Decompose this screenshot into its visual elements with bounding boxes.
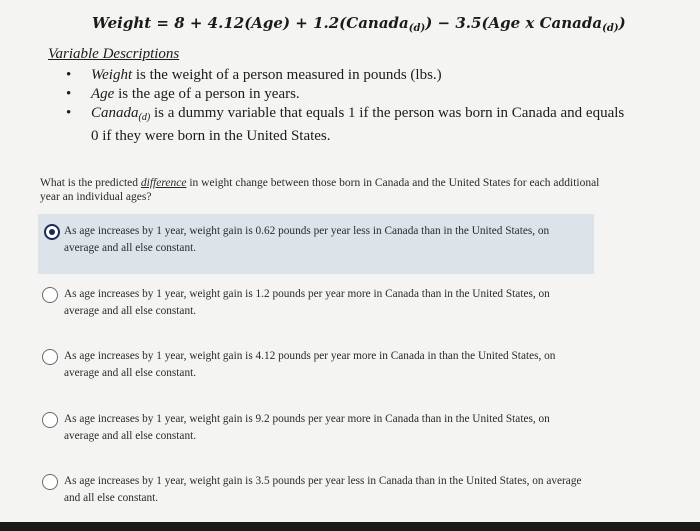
- bottom-edge-bar: [0, 522, 700, 531]
- regression-equation: [92, 14, 626, 34]
- variable-term: Age: [91, 86, 115, 102]
- equation-weight: Weight: [92, 14, 152, 32]
- variable-descriptions-heading: Variable Descriptions: [48, 46, 180, 62]
- variable-text: is the age of a person in years.: [114, 86, 300, 102]
- radio-button-checked[interactable]: [44, 224, 60, 240]
- bullet-icon: •: [66, 67, 72, 83]
- equation-sub-1: (d): [408, 23, 426, 34]
- variable-sub: (d): [138, 112, 151, 123]
- question-after: in weight change between those born in Canada and the United States for each additional year an individual ages?: [40, 177, 600, 203]
- answer-option-text: As age increases by 1 year, weight gain is 9.2 pounds per year more in Canada than in the United States, on average and all else constant.: [64, 413, 550, 442]
- answer-option-text: As age increases by 1 year, weight gain is 0.62 pounds per year less in Canada than in the United States, on average and all else constant.: [64, 225, 550, 254]
- answer-option-text: As age increases by 1 year, weight gain is 4.12 pounds per year more in Canada in than the United States, on average and all else constant.: [64, 350, 556, 379]
- answer-option-text: As age increases by 1 year, weight gain is 3.5 pounds per year less in Canada than in the United States, on average and all else constant.: [64, 475, 582, 504]
- variable-item-canada: [66, 104, 626, 146]
- equation-rhs-1: = 8 + 4.12(Age) + 1.2(Canada: [156, 14, 409, 32]
- question-emphasis: difference: [140, 177, 187, 189]
- answer-option-c[interactable]: [38, 339, 594, 395]
- variable-item-weight: [66, 66, 626, 85]
- answer-option-a[interactable]: [38, 214, 594, 274]
- question-text: [40, 176, 600, 204]
- bullet-icon: •: [66, 86, 72, 102]
- variable-term: Canada: [91, 105, 139, 121]
- variable-descriptions-list: [66, 66, 626, 146]
- radio-button[interactable]: [42, 412, 58, 428]
- radio-button[interactable]: [42, 474, 58, 490]
- variable-term: Weight: [91, 67, 133, 83]
- variable-text: is the weight of a person measured in pounds (lbs.): [132, 67, 442, 83]
- bullet-icon: •: [66, 105, 72, 121]
- answer-option-text: As age increases by 1 year, weight gain is 1.2 pounds per year more in Canada than in the United States, on average and all else constant.: [64, 288, 550, 317]
- radio-button[interactable]: [42, 287, 58, 303]
- variable-text: is a dummy variable that equals 1 if the person was born in Canada and equals 0 if they were born in the United States.: [91, 105, 625, 144]
- answer-option-e[interactable]: [38, 464, 594, 520]
- answer-option-b[interactable]: [38, 277, 594, 333]
- variable-item-age: [66, 85, 626, 104]
- radio-button[interactable]: [42, 349, 58, 365]
- equation-rhs-3: ): [618, 14, 626, 32]
- equation-sub-2: (d): [602, 23, 619, 34]
- question-before: What is the predicted: [40, 177, 141, 189]
- answer-option-d[interactable]: [38, 402, 594, 458]
- equation-rhs-2: ) − 3.5(Age x Canada: [425, 14, 603, 32]
